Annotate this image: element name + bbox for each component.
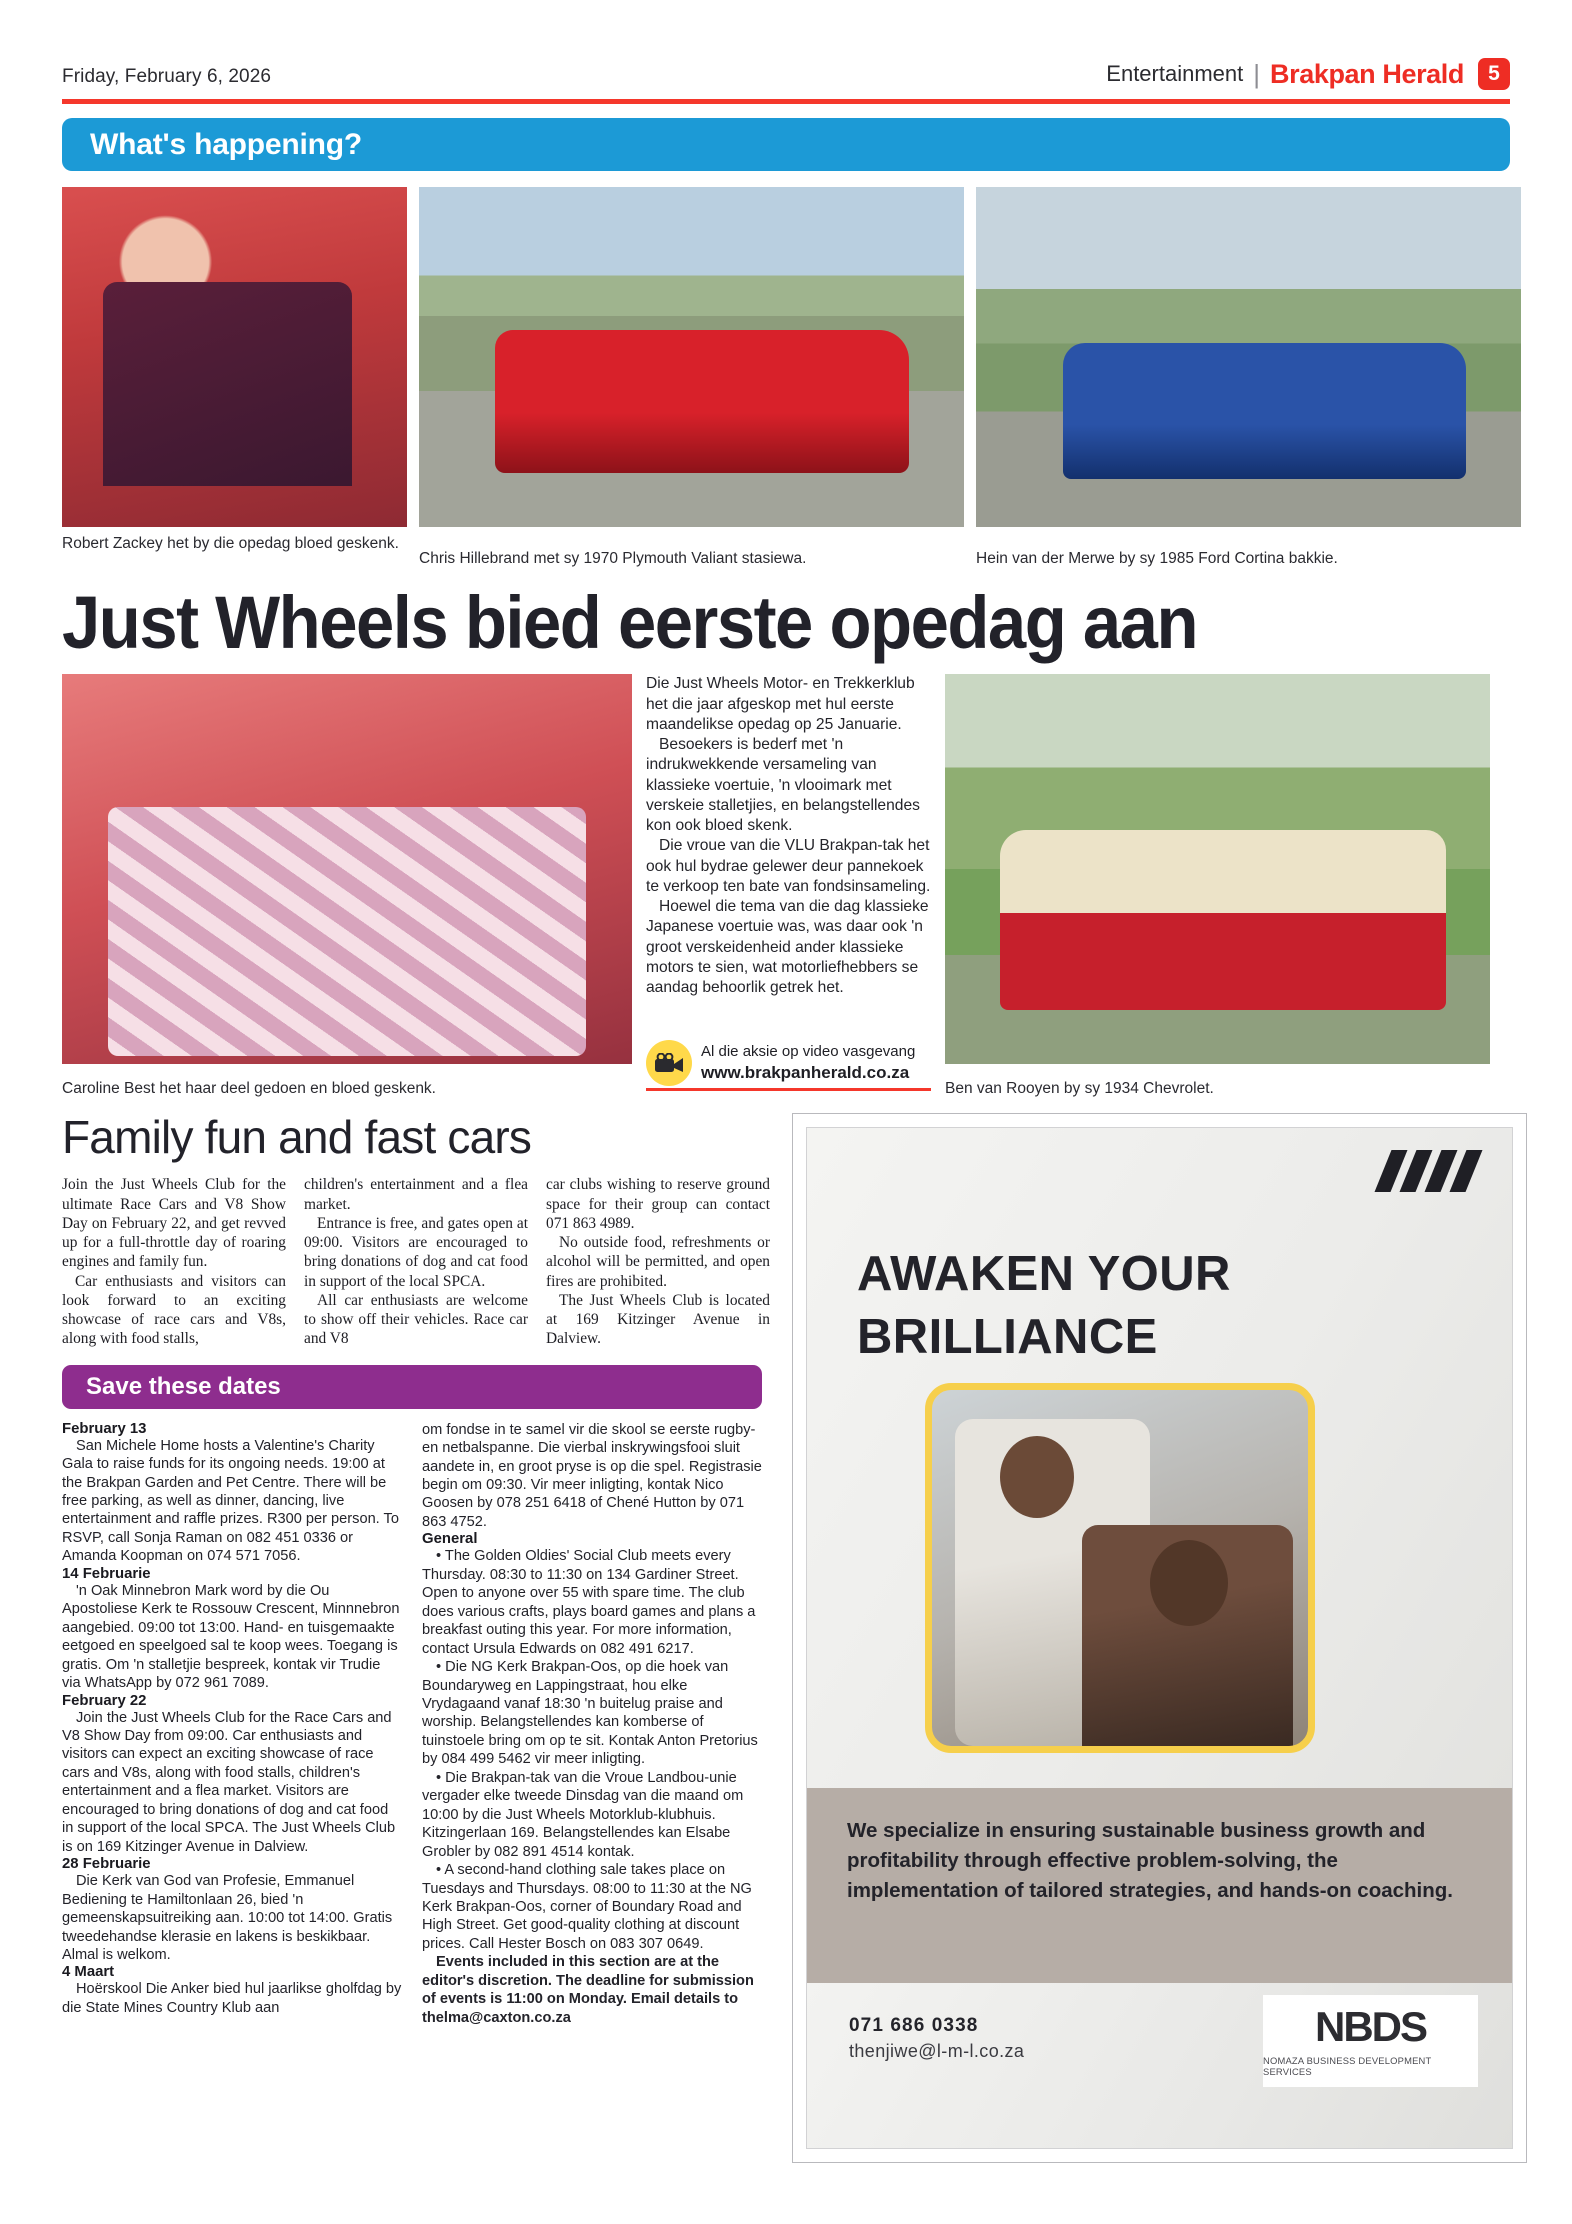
date-entry: 'n Oak Minnebron Mark word by die Ou Apostoliese Kerk te Rossouw Crescent, Minnnebron aangebied. 09:00 tot 13:00. Hand- en tuisgemaakte eetgoed en speelgoed sal te koop wees. Toegang is gratis. Om 'n stalletjie bespreek, kontak vir Trudie via WhatsApp by 072 961 7089.	[62, 1582, 400, 1692]
events-column	[62, 1113, 770, 2163]
date-entry: • Die NG Kerk Brakpan-Oos, op die hoek van Boundaryweg en Lappingstraat, hou elke Vrydagaand vanaf 18:30 'n buitelug praise and worship. Belangstellendes kan komberse of tuinstoele bring om op te sit. Kontak Anton Pretorius by 084 499 5462 vir meer inligting.	[422, 1659, 758, 1768]
section-name: Entertainment	[1106, 61, 1244, 86]
video-promo-url[interactable]: www.brakpanherald.co.za	[701, 1062, 910, 1082]
issue-date: Friday, February 6, 2026	[62, 66, 272, 87]
advertisement[interactable]	[792, 1113, 1527, 2163]
article-body-row	[62, 674, 1510, 1064]
masthead-group	[1106, 58, 1510, 92]
ad-email[interactable]: thenjiwe@l-m-l.co.za	[849, 2041, 1025, 2062]
ad-phone[interactable]: 071 686 0338	[849, 2015, 979, 2037]
ad-headline-line1: AWAKEN YOUR	[857, 1247, 1231, 1302]
date-entry: • Die Brakpan-tak van die Vroue Landbou-unie vergader elke tweede Dinsdag van die maand om 10:00 by die Just Wheels Motorklub-klubhuis. Kitzingerlaan 169. Belangstellendes kan Elsabe Grobler by 082 891 4514 kontak.	[422, 1769, 744, 1860]
photo-caption: Chris Hillebrand met sy 1970 Plymouth Valiant stasiewa.	[419, 550, 807, 567]
video-promo-underline	[646, 1088, 931, 1091]
ad-photo	[925, 1383, 1315, 1753]
story-paragraph: Car enthusiasts and visitors can look forward to an exciting showcase of race cars and V8s, along with food stalls,	[62, 1272, 286, 1348]
page-number-badge: 5	[1478, 58, 1510, 90]
story-column	[304, 1175, 528, 1348]
ad-headline-line2: BRILLIANCE	[857, 1309, 1158, 1364]
save-these-dates-banner	[62, 1365, 762, 1409]
save-dates-left-column	[62, 1421, 402, 2028]
photo-caption: Hein van der Merwe by sy 1985 Ford Cortina bakkie.	[976, 550, 1338, 567]
ad-frame	[806, 1127, 1513, 2149]
family-story-headline: Family fun and fast cars	[62, 1111, 532, 1164]
article-captions-row	[62, 1043, 1510, 1099]
date-entry: • The Golden Oldies' Social Club meets every Thursday. 08:30 to 11:30 on 134 Gardiner Street. Open to anyone over 55 with spare time. The club does various crafts, plays board games and plans a breakfast outing this year. For more information, contact Ursula Edwards on 082 491 6217.	[422, 1548, 756, 1657]
story-paragraph: All car enthusiasts are welcome to show off their vehicles. Race car and V8	[304, 1291, 528, 1348]
photo-ford-cortina	[976, 187, 1521, 527]
photo-ben-van-rooyen	[945, 674, 1490, 1064]
story-paragraph: children's entertainment and a flea market.	[304, 1176, 528, 1213]
masthead-title: Brakpan Herald	[1270, 58, 1464, 89]
story-paragraph: The Just Wheels Club is located at 169 Kitzinger Avenue in Dalview.	[546, 1291, 770, 1348]
ad-logo-text: NBDS	[1314, 2002, 1426, 2050]
date-entry: Hoërskool Die Anker bied hul jaarlikse gholfdag by die State Mines Country Klub aan	[62, 1981, 402, 2016]
date-entry: Die Kerk van God van Profesie, Emmanuel Bediening te Hamiltonlaan 26, bied 'n gemeenskapsuitreiking aan. 10:00 tot 14:00. Gratis tweedehandse klerasie en lakens is beskikbaar. Almal is welkom.	[62, 1873, 393, 1963]
ad-contact	[849, 2015, 1024, 2062]
ad-hero	[807, 1128, 1512, 1788]
family-story-columns	[62, 1175, 770, 1348]
date-entry: San Michele Home hosts a Valentine's Charity Gala to raise funds for its ongoing needs. 19:00 at the Brakpan Garden and Pet Centre. There will be free parking, as well as dinner, dancing, live entertainment and raffle prizes. R300 per person. To RSVP, call Sonja Raman on 082 451 0336 or Amanda Koopman on 074 571 7056.	[62, 1437, 399, 1565]
photo-caption: Caroline Best het haar deel gedoen en bloed geskenk.	[62, 1080, 436, 1098]
article-text-column	[646, 674, 931, 1064]
article-paragraph: Die vroue van die VLU Brakpan-tak het ook hul bydrae gelewer deur pannekoek te verkoop ten bate van fondsinsameling.	[646, 837, 931, 895]
editor-note: Events included in this section are at the editor's discretion. The deadline for submission of events is 11:00 on Monday. Email details to thelma@caxton.co.za	[422, 1954, 754, 2026]
article-paragraph: Besoekers is bederf met 'n indrukwekkende versameling van klassieke voertuie, 'n vlooimark met verskeie stalletjies, en belangstellendes kon ook bloed skenk.	[646, 736, 920, 835]
story-column	[62, 1175, 286, 1348]
story-paragraph: No outside food, refreshments or alcohol will be permitted, and open fires are prohibited.	[546, 1234, 770, 1290]
date-heading: 28 Februarie	[62, 1856, 151, 1873]
date-heading: 14 Februarie	[62, 1565, 151, 1582]
story-paragraph: car clubs wishing to reserve ground space for their group can contact 071 863 4989.	[546, 1176, 770, 1232]
date-heading: General	[422, 1531, 478, 1548]
save-dates-right-column	[422, 1421, 762, 2028]
save-dates-columns	[62, 1421, 770, 2028]
story-paragraph: Join the Just Wheels Club for the ultimate Race Cars and V8 Show Day on February 22, and get revved up for a full-throttle day of roaring engines and family fun.	[62, 1176, 286, 1271]
ad-message-band	[807, 1788, 1512, 1983]
ad-slash-decoration	[1375, 1150, 1483, 1192]
whats-happening-label: What's happening?	[90, 127, 363, 161]
article-headline: Just Wheels bied eerste opedag aan	[62, 580, 1198, 664]
ad-body-text: We specialize in ensuring sustainable business growth and profitability through effective problem-solving, the implementation of tailored strategies, and hands-on coaching.	[847, 1819, 1453, 1902]
video-promo-badge[interactable]	[646, 1040, 931, 1086]
video-camera-icon	[646, 1040, 692, 1086]
article-paragraph: Hoewel die tema van die dag klassieke Japanese voertuie was, was daar ook 'n groot verskeidenheid ander klassieke motors te sien, wat motorliefhebbers se aandag behoorlik getrek het.	[646, 898, 929, 997]
masthead-divider: |	[1253, 58, 1261, 89]
header-rule	[62, 99, 1510, 104]
story-column	[546, 1175, 770, 1348]
date-entry: Join the Just Wheels Club for the Race Cars and V8 Show Day from 09:00. Car enthusiasts and visitors can expect an exciting showcase of race cars and V8s, along with food stalls, children's entertainment and a flea market. Visitors are encouraged to bring donations of dog and cat food in support of the local SPCA. The Just Wheels Club is on 169 Kitzinger Avenue in Dalview.	[62, 1709, 396, 1855]
photo-robert-zackey	[62, 187, 407, 527]
ad-logo	[1263, 1995, 1478, 2087]
date-heading: February 22	[62, 1692, 147, 1709]
article-paragraph: Die Just Wheels Motor- en Trekkerklub het die jaar afgeskop met hul eerste maandelikse opedag op 25 Januarie.	[646, 675, 915, 733]
date-heading: February 13	[62, 1420, 147, 1437]
photo-caroline-best	[62, 674, 632, 1064]
date-heading: 4 Maart	[62, 1964, 115, 1981]
whats-happening-banner	[62, 118, 1510, 171]
ad-headline	[857, 1243, 1231, 1368]
ad-footer	[807, 1983, 1512, 2148]
top-photo-row	[62, 187, 1510, 569]
date-entry-continued: om fondse in te samel vir die skool se eerste rugby- en netbalspanne. Die vierbal inskrywingsfooi sluit aandete in, en groot pryse is op die spel. Registrasie begin om 09:30. Vir meer inligting, kontak Nico Goosen by 078 251 6418 of Chené Hutton by 071 863 4752.	[422, 1421, 762, 1530]
save-dates-label: Save these dates	[86, 1372, 281, 1400]
lower-section	[62, 1113, 1510, 2163]
video-promo-line: Al die aksie op video vasgevang	[701, 1043, 916, 1061]
date-entry: • A second-hand clothing sale takes place on Tuesdays and Thursdays. 08:00 to 11:30 at the NG Kerk Brakpan-Oos, corner of Boundary Road and High Street. Get good-quality clothing at discount prices. Call Hester Bosch on 083 307 0649.	[422, 1862, 752, 1952]
story-paragraph: Entrance is free, and gates open at 09:00. Visitors are encouraged to bring donations of dog and cat food in support of the local SPCA.	[304, 1214, 528, 1290]
photo-plymouth-valiant	[419, 187, 964, 527]
page-header	[62, 0, 1510, 92]
photo-caption: Robert Zackey het by die opedag bloed geskenk.	[62, 535, 399, 552]
ad-logo-subtitle: NOMAZA BUSINESS DEVELOPMENT SERVICES	[1263, 2054, 1432, 2077]
advertisement-column	[792, 1113, 1527, 2163]
photo-caption: Ben van Rooyen by sy 1934 Chevrolet.	[945, 1080, 1214, 1098]
